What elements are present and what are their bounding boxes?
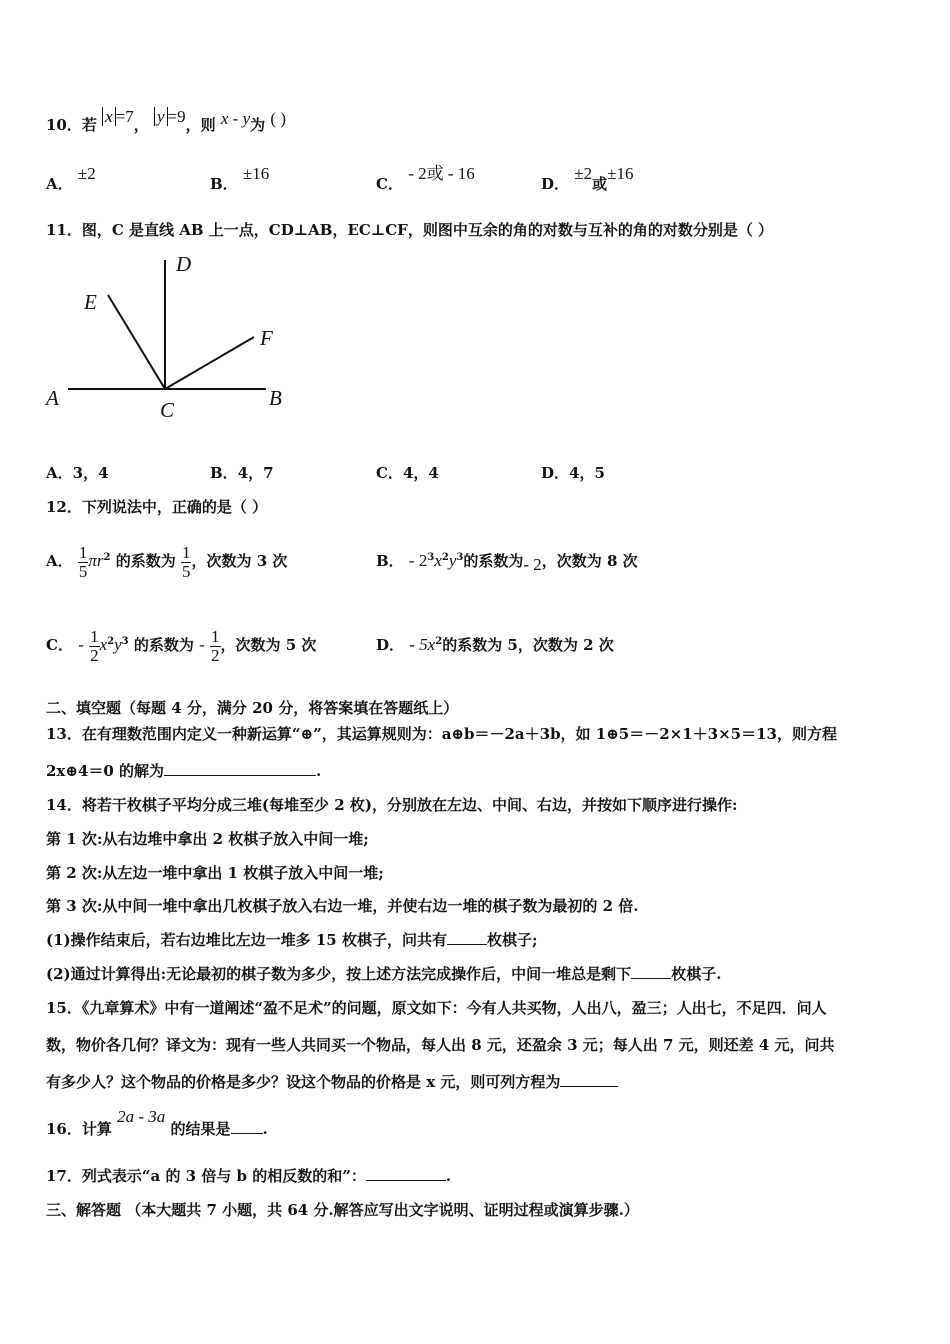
q14-line-4: 第 3 次:从中间一堆中拿出几枚棋子放入右边一堆，并使右边一堆的棋子数为最初的 2 倍. xyxy=(46,897,639,915)
abs-y: y xyxy=(154,107,168,126)
q14-line-6: (2)通过计算得出:无论最初的棋子数为多少，按上述方法完成操作后，中间一堆总是剩下 枚棋子. xyxy=(46,965,722,983)
q11-stem: 11．图，C 是直线 AB 上一点，CD⊥AB，EC⊥CF，则图中互余的角的对数与互补的角的对数分别是（ ） xyxy=(46,221,774,239)
q17-line: 17．列式表示“a 的 3 倍与 b 的相反数的和”： . xyxy=(46,1167,452,1185)
q14-answer-blank-1[interactable] xyxy=(447,930,487,945)
q14-line-1: 14．将若干枚棋子平均分成三堆(每堆至少 2 枚)，分别放在左边、中间、右边，并按如下顺序进行操作: xyxy=(46,796,738,814)
q16-answer-blank[interactable] xyxy=(231,1119,263,1134)
q10-paren: ( ) xyxy=(270,109,286,128)
q15-answer-blank[interactable] xyxy=(560,1072,618,1087)
ray-cf xyxy=(165,337,254,389)
q17-answer-blank[interactable] xyxy=(366,1166,446,1181)
q13-answer-blank[interactable] xyxy=(164,761,316,776)
q14-line-5: (1)操作结束后，若右边堆比左边一堆多 15 枚棋子，问共有 枚棋子; xyxy=(46,931,538,949)
label-e: E xyxy=(84,290,97,314)
ray-ce xyxy=(108,295,165,389)
label-b: B xyxy=(269,386,282,410)
fraction-one-half: $\frac{1}{2}$ xyxy=(90,626,99,665)
abs-x: x xyxy=(102,107,116,126)
q11-geometry-figure xyxy=(40,250,310,430)
q16-expr: 2a - 3a xyxy=(117,1107,166,1126)
q16-line: 16．计算 2a - 3a 的结果是 . xyxy=(46,1107,268,1138)
q12-stem: 12．下列说法中，正确的是（ ） xyxy=(46,498,268,516)
q12-option-b: B． - $2^3x^2y^3$的系数为- 2，次数为 8 次 xyxy=(376,551,638,574)
q13-line-1: 13．在有理数范围内定义一种新运算“⊕”，其运算规则为：a⊕b＝－2a＋3b，如 1⊕5＝－2×1＋3×5＝13，则方程 xyxy=(46,725,837,743)
label-a: A xyxy=(46,386,59,410)
q12-option-d: D． - $5x^2$的系数为 5，次数为 2 次 xyxy=(376,635,614,654)
q11-option-a: A．3，4 xyxy=(46,464,109,482)
section-3-heading: 三、解答题 （本大题共 7 小题，共 64 分.解答应写出文字说明、证明过程或演算步骤.） xyxy=(46,1201,639,1219)
q10-option-d: D． ±2或±16 xyxy=(541,164,634,193)
q10-option-b: B． ±16 xyxy=(210,164,270,193)
label-d: D xyxy=(176,252,192,276)
label-f: F xyxy=(260,326,273,350)
q10-option-a: A． ±2 xyxy=(46,164,96,193)
q13-line-2: 2x⊕4＝0 的解为 . xyxy=(46,762,322,780)
q11-option-c: C．4，4 xyxy=(376,464,439,482)
q12-option-c: C． - $\frac{1}{2}$ $x^2y^3$ 的系数为 - $\frac{1}{2}$ ，次数为 5 次 xyxy=(46,626,317,665)
q11-option-d: D．4，5 xyxy=(541,464,605,482)
q10-expr: x - y xyxy=(220,109,251,128)
fraction-one-half-coef: $\frac{1}{2}$ xyxy=(211,626,220,665)
q15-line-1: 15．《九章算术》中有一道阐述“盈不足术”的问题，原文如下：今有人共买物，人出八，盈三；人出七，不足四．问人 xyxy=(46,999,827,1017)
fraction-one-fifth-coef: $\frac{1}{5}$ xyxy=(181,542,191,581)
q14-line-2: 第 1 次:从右边堆中拿出 2 枚棋子放入中间一堆; xyxy=(46,830,369,848)
q10-stem: 10．若 x =7， y =9，则 x - y为 ( ) xyxy=(46,107,286,134)
label-c: C xyxy=(160,398,175,422)
q14-answer-blank-2[interactable] xyxy=(631,964,671,979)
q11-option-b: B．4，7 xyxy=(210,464,274,482)
q12-option-a: A． $\frac{1}{5}$ $\pi r^2$ 的系数为 $\frac{1}{5}$ ，次数为 3 次 xyxy=(46,542,288,581)
q10-option-c: C． - 2或 - 16 xyxy=(376,164,475,193)
section-2-heading: 二、填空题（每题 4 分，满分 20 分，将答案填在答题纸上） xyxy=(46,699,459,717)
q14-line-3: 第 2 次:从左边一堆中拿出 1 枚棋子放入中间一堆; xyxy=(46,864,384,882)
q15-line-2: 数，物价各几何？译文为：现有一些人共同买一个物品，每人出 8 元，还盈余 3 元；每人出 7 元，则还差 4 元，问共 xyxy=(46,1036,835,1054)
fraction-one-fifth: $\frac{1}{5}$ xyxy=(78,542,88,581)
q15-line-3: 有多少人？这个物品的价格是多少？设这个物品的价格是 x 元，则可列方程为 xyxy=(46,1072,618,1092)
